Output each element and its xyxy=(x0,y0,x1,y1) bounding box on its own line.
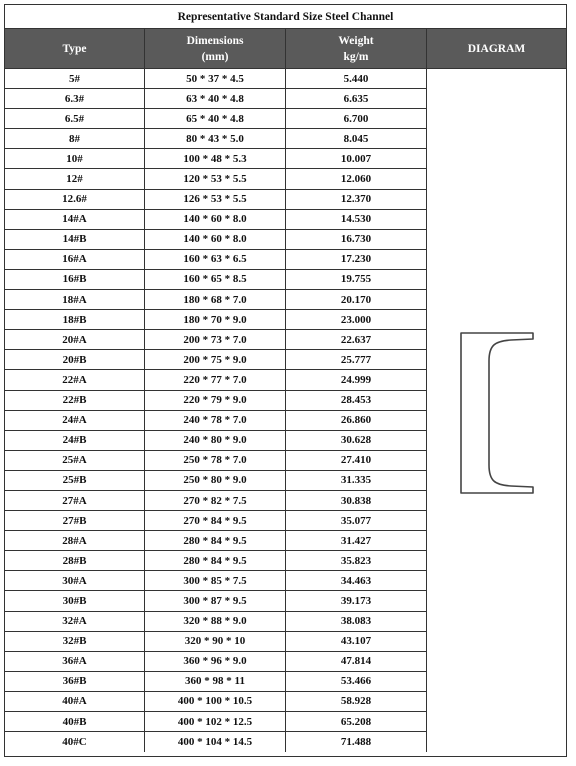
header-diagram-label: DIAGRAM xyxy=(467,42,526,55)
table-row xyxy=(5,330,427,350)
table-row xyxy=(5,652,427,672)
cell-weight: 12.370 xyxy=(286,190,427,209)
table-row xyxy=(5,250,427,270)
table-row xyxy=(5,632,427,652)
header-type xyxy=(5,29,145,68)
cell-weight: 47.814 xyxy=(286,652,427,671)
table-row xyxy=(5,712,427,732)
header-weight-label: Weight xyxy=(338,34,374,47)
cell-weight: 35.077 xyxy=(286,511,427,530)
cell-weight: 24.999 xyxy=(286,370,427,389)
cell-weight: 71.488 xyxy=(286,732,427,752)
header-dimensions xyxy=(145,29,286,68)
cell-type: 22#B xyxy=(5,391,145,410)
table-row xyxy=(5,451,427,471)
cell-weight: 27.410 xyxy=(286,451,427,470)
cell-weight: 6.700 xyxy=(286,109,427,128)
cell-type: 36#B xyxy=(5,672,145,691)
cell-dimensions: 400 * 104 * 14.5 xyxy=(145,732,286,752)
cell-type: 14#B xyxy=(5,230,145,249)
cell-type: 25#B xyxy=(5,471,145,490)
cell-weight: 23.000 xyxy=(286,310,427,329)
cell-dimensions: 300 * 85 * 7.5 xyxy=(145,571,286,590)
table-row xyxy=(5,612,427,632)
cell-dimensions: 63 * 40 * 4.8 xyxy=(145,89,286,108)
cell-dimensions: 280 * 84 * 9.5 xyxy=(145,531,286,550)
cell-dimensions: 240 * 78 * 7.0 xyxy=(145,411,286,430)
cell-type: 14#A xyxy=(5,210,145,229)
cell-type: 18#A xyxy=(5,290,145,309)
table-row xyxy=(5,169,427,189)
cell-type: 32#B xyxy=(5,632,145,651)
cell-weight: 22.637 xyxy=(286,330,427,349)
header-dimensions-unit: (mm) xyxy=(201,50,229,63)
table-row xyxy=(5,210,427,230)
cell-weight: 5.440 xyxy=(286,69,427,88)
cell-type: 20#B xyxy=(5,350,145,369)
cell-weight: 12.060 xyxy=(286,169,427,188)
cell-type: 12# xyxy=(5,169,145,188)
table-row xyxy=(5,310,427,330)
cell-dimensions: 120 * 53 * 5.5 xyxy=(145,169,286,188)
cell-dimensions: 180 * 70 * 9.0 xyxy=(145,310,286,329)
header-weight xyxy=(286,29,427,68)
cell-dimensions: 300 * 87 * 9.5 xyxy=(145,591,286,610)
cell-dimensions: 250 * 80 * 9.0 xyxy=(145,471,286,490)
steel-channel-table xyxy=(4,4,567,757)
cell-weight: 30.838 xyxy=(286,491,427,510)
cell-weight: 17.230 xyxy=(286,250,427,269)
cell-type: 27#B xyxy=(5,511,145,530)
cell-dimensions: 250 * 78 * 7.0 xyxy=(145,451,286,470)
cell-dimensions: 400 * 100 * 10.5 xyxy=(145,692,286,711)
steel-channel-profile-icon xyxy=(459,331,535,495)
header-dimensions-label: Dimensions xyxy=(186,34,244,47)
cell-type: 40#B xyxy=(5,712,145,731)
cell-dimensions: 126 * 53 * 5.5 xyxy=(145,190,286,209)
table-row xyxy=(5,69,427,89)
table-row xyxy=(5,511,427,531)
table-row xyxy=(5,672,427,692)
cell-weight: 58.928 xyxy=(286,692,427,711)
cell-dimensions: 280 * 84 * 9.5 xyxy=(145,551,286,570)
cell-type: 25#A xyxy=(5,451,145,470)
cell-type: 5# xyxy=(5,69,145,88)
table-row xyxy=(5,491,427,511)
cell-dimensions: 160 * 65 * 8.5 xyxy=(145,270,286,289)
cell-dimensions: 140 * 60 * 8.0 xyxy=(145,210,286,229)
cell-dimensions: 320 * 90 * 10 xyxy=(145,632,286,651)
table-row xyxy=(5,692,427,712)
cell-type: 24#A xyxy=(5,411,145,430)
cell-type: 28#B xyxy=(5,551,145,570)
cell-dimensions: 270 * 84 * 9.5 xyxy=(145,511,286,530)
cell-weight: 8.045 xyxy=(286,129,427,148)
cell-weight: 25.777 xyxy=(286,350,427,369)
cell-dimensions: 400 * 102 * 12.5 xyxy=(145,712,286,731)
cell-weight: 39.173 xyxy=(286,591,427,610)
cell-type: 40#A xyxy=(5,692,145,711)
cell-weight: 10.007 xyxy=(286,149,427,168)
cell-weight: 26.860 xyxy=(286,411,427,430)
cell-weight: 14.530 xyxy=(286,210,427,229)
cell-type: 24#B xyxy=(5,431,145,450)
cell-weight: 30.628 xyxy=(286,431,427,450)
cell-weight: 34.463 xyxy=(286,571,427,590)
cell-dimensions: 360 * 96 * 9.0 xyxy=(145,652,286,671)
diagram-cell xyxy=(427,69,566,733)
table-row xyxy=(5,89,427,109)
cell-weight: 38.083 xyxy=(286,612,427,631)
cell-type: 10# xyxy=(5,149,145,168)
cell-dimensions: 200 * 73 * 7.0 xyxy=(145,330,286,349)
cell-type: 36#A xyxy=(5,652,145,671)
table-row xyxy=(5,109,427,129)
table-row xyxy=(5,129,427,149)
cell-weight: 31.427 xyxy=(286,531,427,550)
table-row xyxy=(5,571,427,591)
cell-type: 40#C xyxy=(5,732,145,752)
table-row xyxy=(5,551,427,571)
cell-dimensions: 50 * 37 * 4.5 xyxy=(145,69,286,88)
cell-weight: 6.635 xyxy=(286,89,427,108)
table-row xyxy=(5,370,427,390)
table-body xyxy=(5,69,427,752)
cell-dimensions: 80 * 43 * 5.0 xyxy=(145,129,286,148)
table-row xyxy=(5,591,427,611)
cell-dimensions: 180 * 68 * 7.0 xyxy=(145,290,286,309)
cell-dimensions: 100 * 48 * 5.3 xyxy=(145,149,286,168)
table-row xyxy=(5,732,427,752)
cell-type: 12.6# xyxy=(5,190,145,209)
table-header xyxy=(5,29,566,69)
cell-weight: 28.453 xyxy=(286,391,427,410)
cell-type: 18#B xyxy=(5,310,145,329)
cell-type: 27#A xyxy=(5,491,145,510)
cell-type: 6.3# xyxy=(5,89,145,108)
cell-weight: 20.170 xyxy=(286,290,427,309)
table-row xyxy=(5,391,427,411)
cell-dimensions: 140 * 60 * 8.0 xyxy=(145,230,286,249)
cell-type: 8# xyxy=(5,129,145,148)
header-diagram xyxy=(427,29,566,68)
cell-weight: 19.755 xyxy=(286,270,427,289)
cell-weight: 53.466 xyxy=(286,672,427,691)
cell-type: 16#B xyxy=(5,270,145,289)
cell-type: 30#A xyxy=(5,571,145,590)
cell-weight: 31.335 xyxy=(286,471,427,490)
table-row xyxy=(5,149,427,169)
cell-weight: 65.208 xyxy=(286,712,427,731)
table-row xyxy=(5,471,427,491)
cell-dimensions: 360 * 98 * 11 xyxy=(145,672,286,691)
table-row xyxy=(5,531,427,551)
header-type-label: Type xyxy=(62,42,87,55)
table-row xyxy=(5,350,427,370)
cell-dimensions: 200 * 75 * 9.0 xyxy=(145,350,286,369)
cell-dimensions: 160 * 63 * 6.5 xyxy=(145,250,286,269)
cell-dimensions: 320 * 88 * 9.0 xyxy=(145,612,286,631)
table-row xyxy=(5,290,427,310)
cell-type: 22#A xyxy=(5,370,145,389)
table-row xyxy=(5,190,427,210)
cell-dimensions: 65 * 40 * 4.8 xyxy=(145,109,286,128)
cell-dimensions: 270 * 82 * 7.5 xyxy=(145,491,286,510)
header-weight-unit: kg/m xyxy=(343,50,369,63)
cell-dimensions: 220 * 79 * 9.0 xyxy=(145,391,286,410)
cell-dimensions: 240 * 80 * 9.0 xyxy=(145,431,286,450)
cell-type: 20#A xyxy=(5,330,145,349)
cell-weight: 16.730 xyxy=(286,230,427,249)
cell-type: 30#B xyxy=(5,591,145,610)
table-row xyxy=(5,230,427,250)
cell-dimensions: 220 * 77 * 7.0 xyxy=(145,370,286,389)
cell-type: 32#A xyxy=(5,612,145,631)
table-row xyxy=(5,431,427,451)
table-row xyxy=(5,411,427,431)
cell-weight: 35.823 xyxy=(286,551,427,570)
cell-type: 16#A xyxy=(5,250,145,269)
cell-weight: 43.107 xyxy=(286,632,427,651)
cell-type: 28#A xyxy=(5,531,145,550)
cell-type: 6.5# xyxy=(5,109,145,128)
table-title: Representative Standard Size Steel Channel xyxy=(5,5,566,29)
table-row xyxy=(5,270,427,290)
